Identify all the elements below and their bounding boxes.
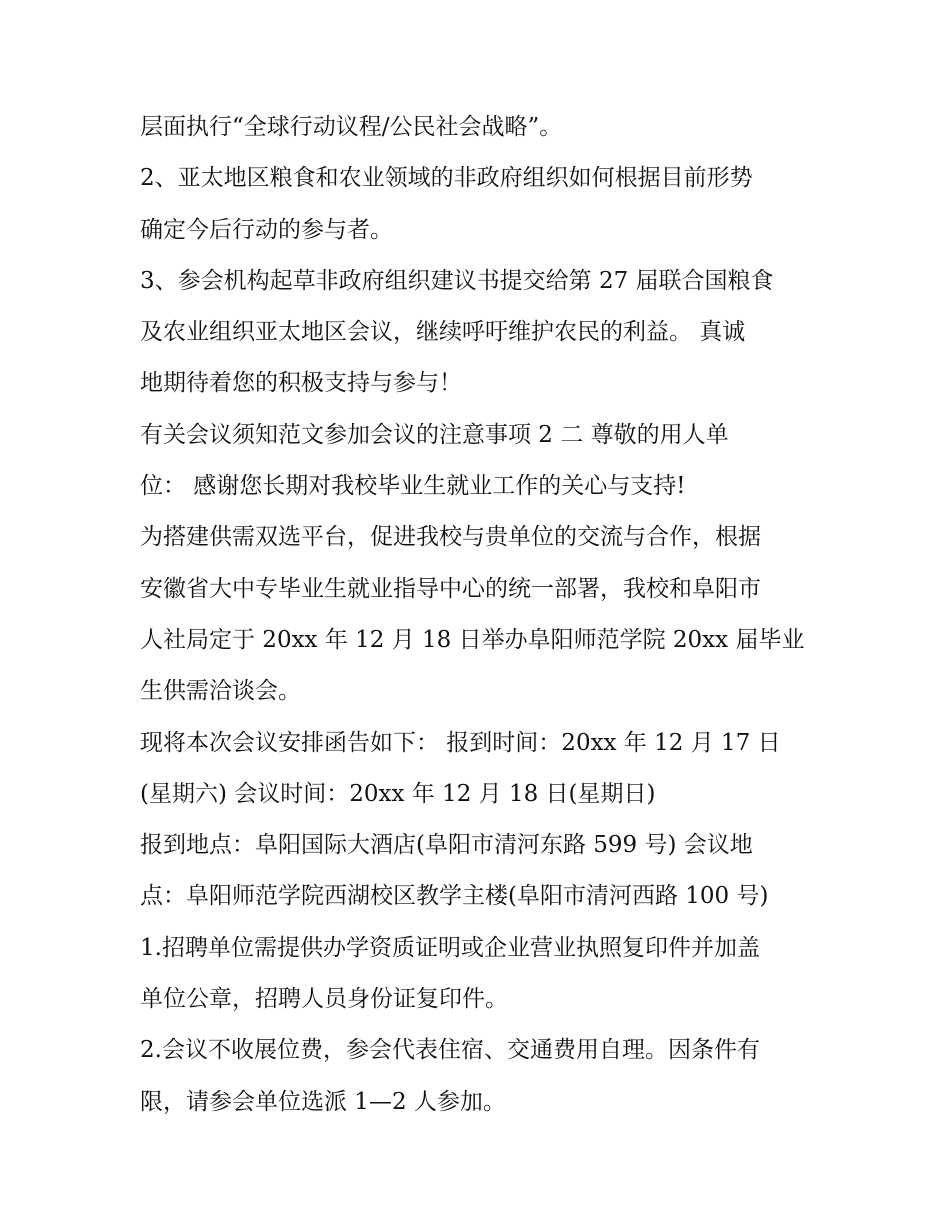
text-line: 单位公章，招聘人员身份证复印件。 [140, 986, 508, 1013]
text-line: 2、亚太地区粮食和农业领域的非政府组织如何根据目前形势 [140, 165, 753, 192]
text-line: 确定今后行动的参与者。 [140, 216, 393, 243]
text-line: 点：阜阳师范学院西湖校区教学主楼(阜阳市清河西路 100 号) [140, 883, 769, 910]
text-line: 层面执行“全球行动议程/公民社会战略”。 [140, 114, 563, 140]
text-line: 1.招聘单位需提供办学资质证明或企业营业执照复印件并加盖 [140, 934, 760, 961]
document-body [140, 107, 830, 1133]
text-line: 限，请参会单位选派 1—2 人参加。 [140, 1088, 506, 1115]
text-line: 3、参会机构起草非政府组织建议书提交给第 27 届联合国粮食 [140, 267, 774, 294]
text-line: 安徽省大中专毕业生就业指导中心的统一部署，我校和阜阳市 [140, 575, 761, 602]
text-line: 生供需洽谈会。 [140, 678, 301, 705]
text-line: 地期待着您的积极支持与参与！ [140, 370, 462, 397]
text-line: 报到地点：阜阳国际大酒店(阜阳市清河东路 599 号) 会议地 [140, 832, 753, 859]
text-line: 为搭建供需双选平台，促进我校与贵单位的交流与合作，根据 [140, 524, 761, 551]
text-line: (星期六) 会议时间：20xx 年 12 月 18 日(星期日) [140, 780, 656, 807]
text-line: 2.会议不收展位费，参会代表住宿、交通费用自理。因条件有 [140, 1037, 760, 1064]
text-line: 及农业组织亚太地区会议，继续呼吁维护农民的利益。 真诚 [140, 319, 746, 346]
text-line: 现将本次会议安排函告如下： 报到时间：20xx 年 12 月 17 日 [140, 729, 781, 756]
text-line: 有关会议须知范文参加会议的注意事项 2 二 尊敬的用人单 [140, 421, 729, 448]
text-line: 人社局定于 20xx 年 12 月 18 日举办阜阳师范学院 20xx 届毕业 [140, 626, 805, 653]
text-line: 位： 感谢您长期对我校毕业生就业工作的关心与支持! [140, 473, 686, 500]
